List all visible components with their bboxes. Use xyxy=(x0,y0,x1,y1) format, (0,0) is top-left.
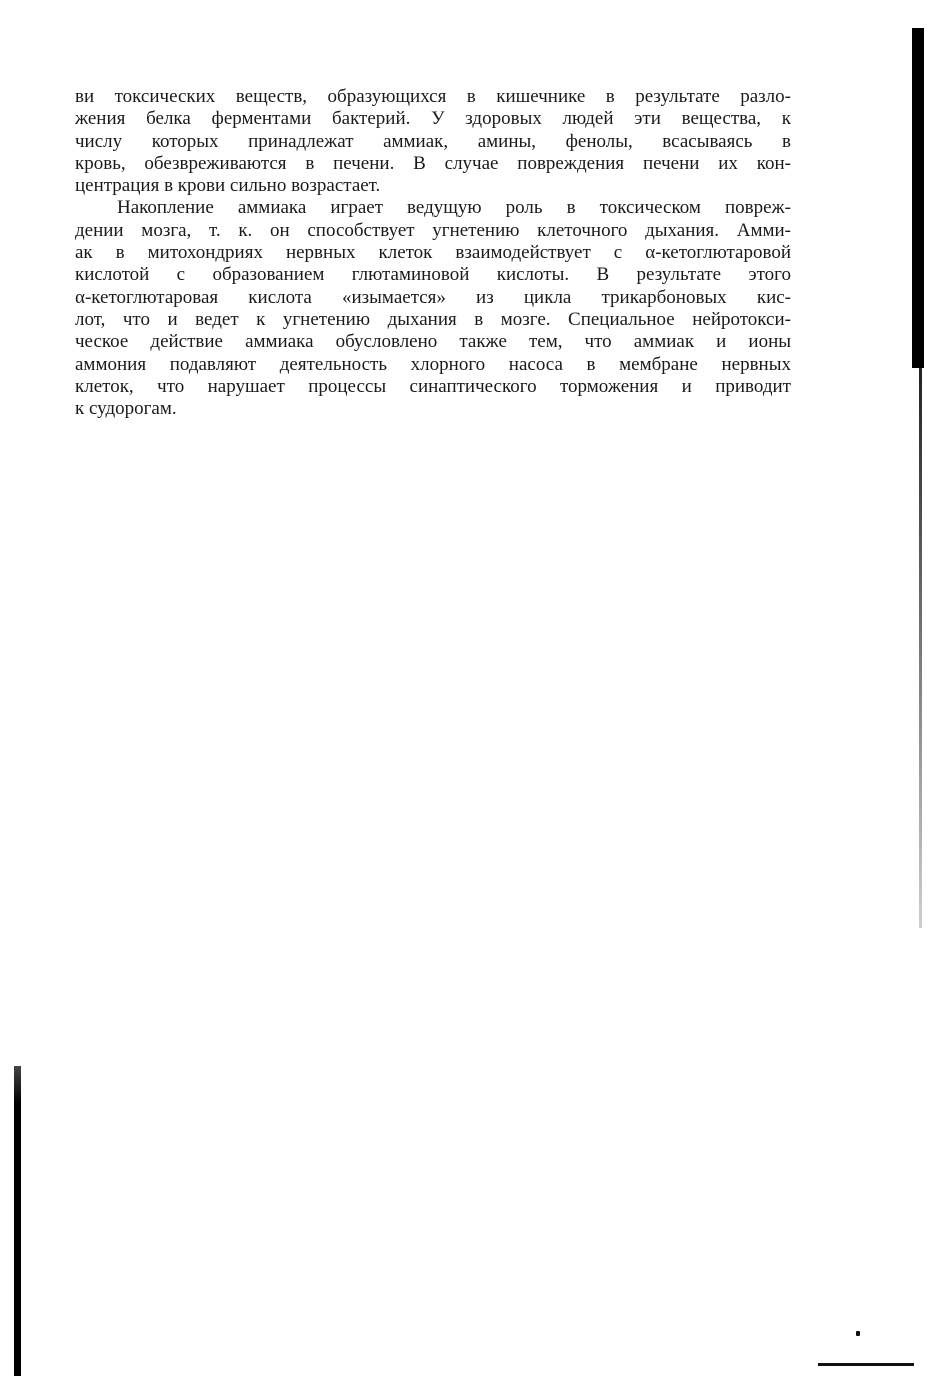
scan-speck xyxy=(856,1331,860,1336)
body-text xyxy=(75,86,791,420)
scan-edge-shadow-left xyxy=(14,1066,21,1376)
text-line: жения белка ферментами бактерий. У здоровых людей эти вещества, к xyxy=(75,108,791,130)
scan-bottom-line xyxy=(818,1363,914,1366)
text-line: центрация в крови сильно возрастает. xyxy=(75,175,381,197)
text-line: дении мозга, т. к. он способствует угнетению клеточного дыхания. Амми- xyxy=(75,219,791,241)
text-line: ческое действие аммиака обусловлено также тем, что аммиак и ионы xyxy=(75,331,791,353)
text-line: α-кетоглютаровая кислота «изымается» из цикла трикарбоновых кис- xyxy=(75,286,791,308)
text-line: к судорогам. xyxy=(75,398,177,420)
text-line: лот, что и ведет к угнетению дыхания в мозге. Специальное нейротокси- xyxy=(75,308,791,330)
paragraph-2 xyxy=(75,197,791,420)
scan-edge-line-right xyxy=(919,368,922,928)
text-line: кислотой с образованием глютаминовой кислоты. В результате этого xyxy=(75,264,791,286)
text-line: числу которых принадлежат аммиак, амины, фенолы, всасываясь в xyxy=(75,130,791,152)
text-line: аммония подавляют деятельность хлорного насоса в мембране нервных xyxy=(75,353,791,375)
text-line: клеток, что нарушает процессы синаптического торможения и приводит xyxy=(75,375,791,397)
text-line: ви токсических веществ, образующихся в кишечнике в результате разло- xyxy=(75,86,791,107)
text-line: ак в митохондриях нервных клеток взаимодействует с α-кетоглютаровой xyxy=(75,242,791,264)
scan-edge-shadow-right xyxy=(912,28,924,368)
text-line: кровь, обезвреживаются в печени. В случае повреждения печени их кон- xyxy=(75,152,791,174)
text-line: Накопление аммиака играет ведущую роль в токсическом повреж- xyxy=(117,197,791,219)
paragraph-1 xyxy=(75,86,791,197)
